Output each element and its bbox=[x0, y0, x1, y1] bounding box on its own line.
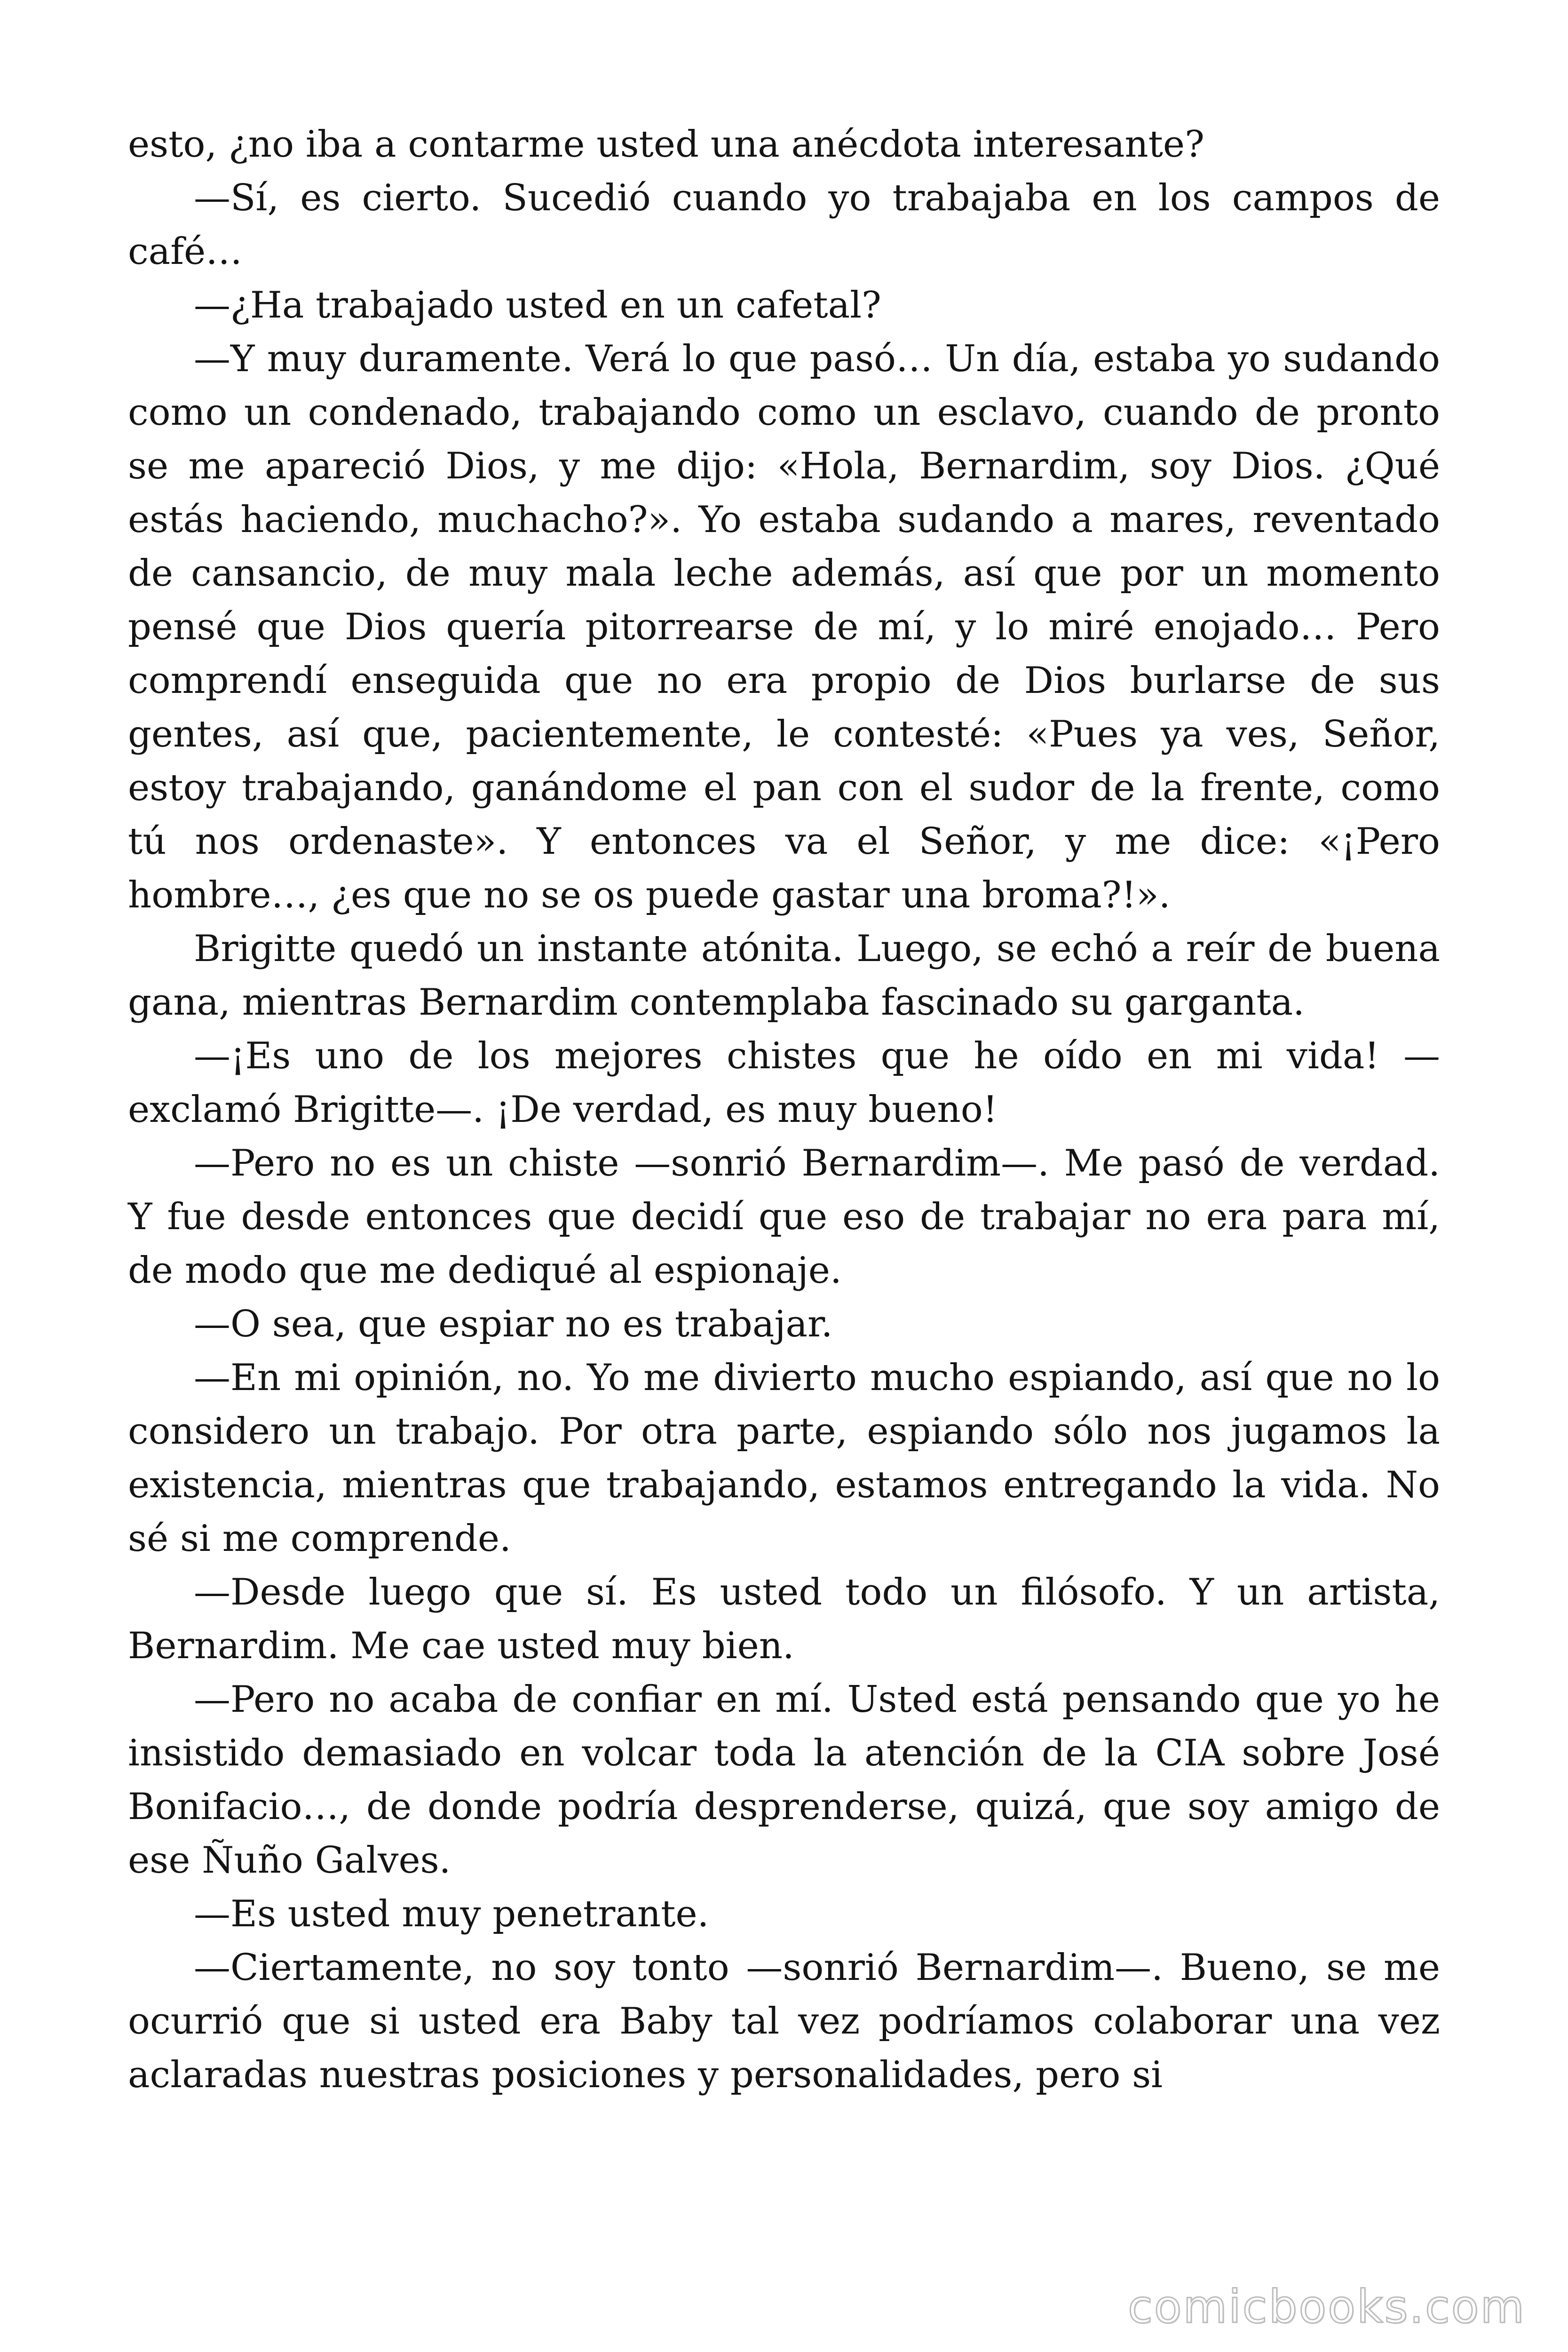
paragraph-4: —Y muy duramente. Verá lo que pasó… Un día, estaba yo sudando como un condenado, trabajando como un esclavo, cuando de pronto se me apareció Dios, y me dijo: «Hola, Bernardim, soy Dios. ¿Qué estás haciendo, muchacho?». Yo estaba sudando a mares, reventado de cansancio, de muy mala leche además, así que por un momento pensé que Dios quería pitorrearse de mí, y lo miré enojado… Pero comprendí enseguida que no era propio de Dios burlarse de sus gentes, así que, pacientemente, le contesté: «Pues ya ves, Señor, estoy trabajando, ganándome el pan con el sudor de la frente, como tú nos ordenaste». Y entonces va el Señor, y me dice: «¡Pero hombre…, ¿es que no se os puede gastar una broma?!». bbox=[128, 338, 1440, 916]
book-page-text bbox=[128, 118, 1440, 2102]
paragraph-5: Brigitte quedó un instante atónita. Luego, se echó a reír de buena gana, mientras Bernardim contemplaba fascinado su garganta. bbox=[128, 928, 1440, 1024]
paragraph-6: —¡Es uno de los mejores chistes que he oído en mi vida! —exclamó Brigitte—. ¡De verdad, es muy bueno! bbox=[128, 1035, 1440, 1131]
paragraph-3: —¿Ha trabajado usted en un cafetal? bbox=[194, 284, 881, 326]
paragraph-12: —Es usted muy penetrante. bbox=[194, 1893, 709, 1935]
paragraph-7: —Pero no es un chiste —sonrió Bernardim—. Me pasó de verdad. Y fue desde entonces que decidí que eso de trabajar no era para mí, de modo que me dediqué al espionaje. bbox=[128, 1142, 1440, 1292]
paragraph-1: esto, ¿no iba a contarme usted una anécdota interesante? bbox=[128, 123, 1204, 166]
paragraph-13: —Ciertamente, no soy tonto —sonrió Bernardim—. Bueno, se me ocurrió que si usted era Baby tal vez podríamos colaborar una vez aclaradas nuestras posiciones y personalidades, pero si bbox=[128, 1947, 1440, 2096]
watermark: comicbooks.com bbox=[1127, 2280, 1526, 2333]
paragraph-11: —Pero no acaba de confiar en mí. Usted está pensando que yo he insistido demasiado en volcar toda la atención de la CIA sobre José Bonifacio…, de donde podría desprenderse, quizá, que soy amigo de ese Ñuño Galves. bbox=[128, 1678, 1440, 1882]
paragraph-9: —En mi opinión, no. Yo me divierto mucho espiando, así que no lo considero un trabajo. Por otra parte, espiando sólo nos jugamos la existencia, mientras que trabajando, estamos entregando la vida. No sé si me comprende. bbox=[128, 1357, 1440, 1560]
paragraph-10: —Desde luego que sí. Es usted todo un filósofo. Y un artista, Bernardim. Me cae usted muy bien. bbox=[128, 1571, 1440, 1667]
paragraph-8: —O sea, que espiar no es trabajar. bbox=[194, 1303, 833, 1345]
paragraph-2: —Sí, es cierto. Sucedió cuando yo trabajaba en los campos de café… bbox=[128, 177, 1440, 273]
